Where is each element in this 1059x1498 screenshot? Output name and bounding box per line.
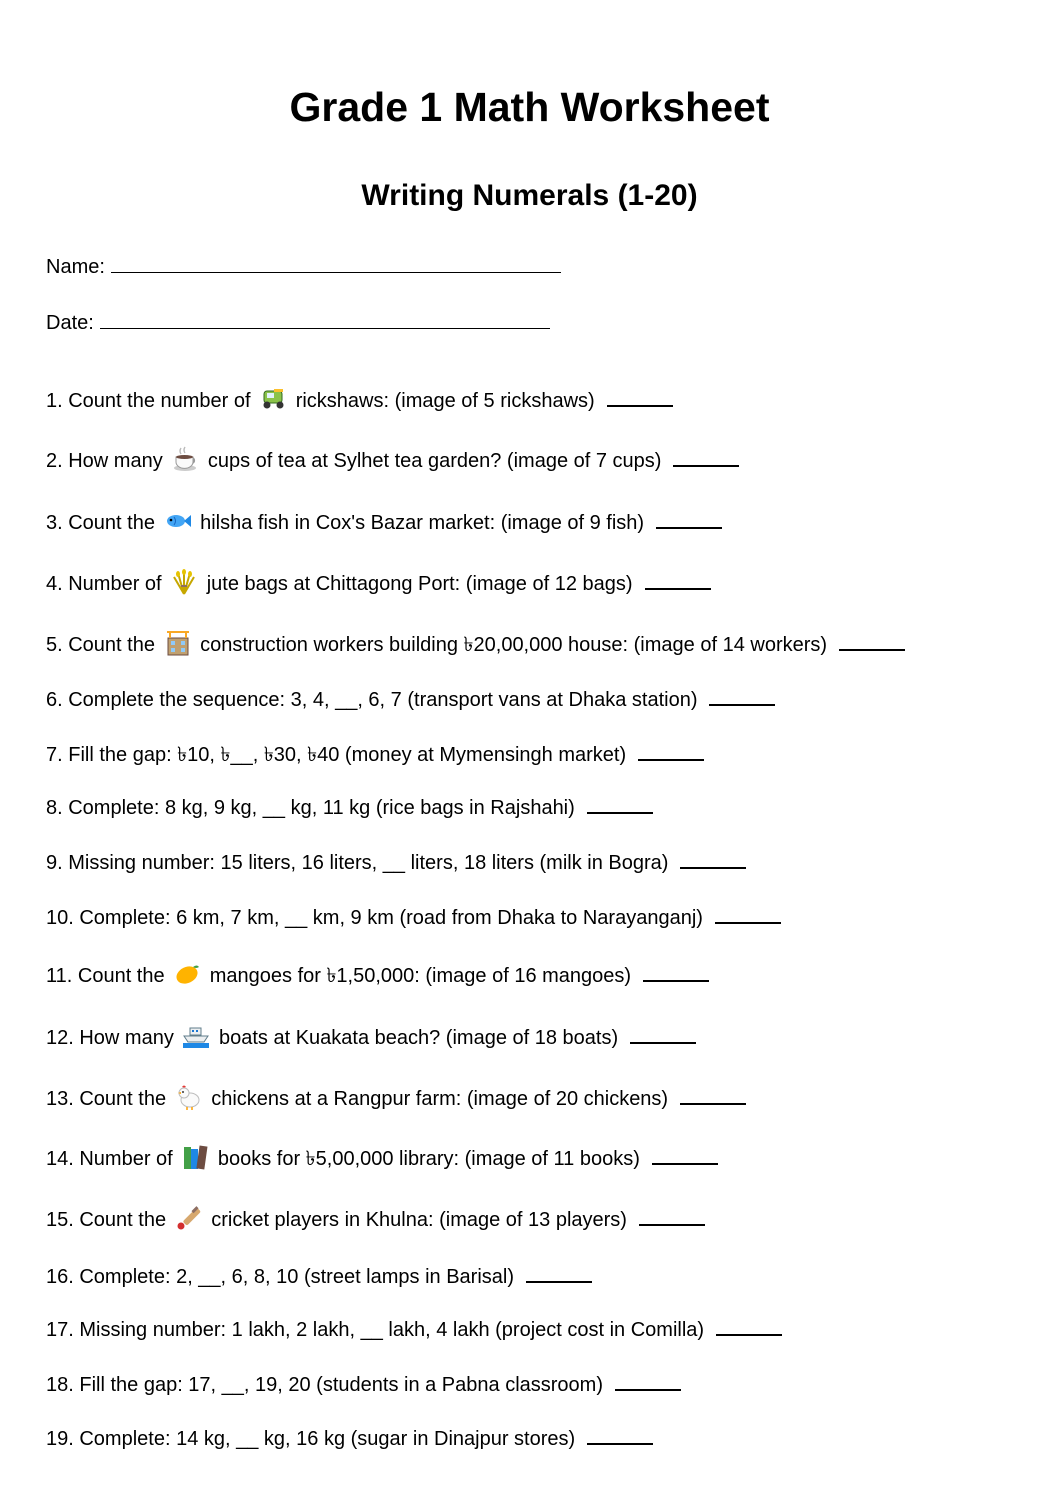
worksheet-title: Grade 1 Math Worksheet	[289, 84, 770, 130]
answer-blank[interactable]	[526, 1271, 592, 1283]
question-text-post: cricket players in Khulna: (image of 13 players)	[211, 1209, 627, 1231]
boat-icon	[182, 1023, 210, 1049]
answer-blank[interactable]	[652, 1153, 718, 1165]
question-text: 8. Complete: 8 kg, 9 kg, __ kg, 11 kg (rice bags in Rajshahi)	[46, 797, 575, 819]
answer-blank[interactable]	[639, 1214, 705, 1226]
question-19	[46, 1425, 653, 1453]
answer-blank[interactable]	[638, 749, 704, 761]
question-13	[46, 1084, 746, 1113]
question-6	[46, 686, 775, 714]
question-text-post: hilsha fish in Cox's Bazar market: (image of 9 fish)	[200, 512, 645, 534]
answer-blank[interactable]	[587, 1433, 653, 1445]
question-text-post: boats at Kuakata beach? (image of 18 boats)	[218, 1027, 619, 1049]
answer-blank[interactable]	[716, 1324, 782, 1336]
answer-blank[interactable]	[587, 802, 653, 814]
date-input-line[interactable]	[100, 310, 550, 329]
tea-cup-icon	[171, 446, 199, 472]
name-input-line[interactable]	[111, 254, 561, 273]
question-text: 19. Complete: 14 kg, __ kg, 16 kg (sugar in Dinajpur stores)	[46, 1428, 576, 1450]
question-text-pre: 2. How many	[46, 450, 163, 472]
question-text: 18. Fill the gap: 17, __, 19, 20 (students in a Pabna classroom)	[46, 1374, 603, 1396]
sheaf-icon	[170, 569, 198, 595]
question-12	[46, 1023, 696, 1052]
answer-blank[interactable]	[839, 639, 905, 651]
answer-blank[interactable]	[680, 1093, 746, 1105]
question-8	[46, 794, 653, 822]
question-text-post: construction workers building ৳20,00,000 house: (image of 14 workers)	[200, 634, 828, 656]
question-text: 17. Missing number: 1 lakh, 2 lakh, __ lakh, 4 lakh (project cost in Comilla)	[46, 1319, 705, 1341]
question-5	[46, 630, 905, 659]
answer-blank[interactable]	[656, 517, 722, 529]
question-15	[46, 1205, 705, 1234]
question-text-pre: 5. Count the	[46, 634, 155, 656]
cricket-bat-icon	[175, 1205, 203, 1231]
answer-blank[interactable]	[643, 970, 709, 982]
books-icon	[181, 1144, 209, 1170]
answer-blank[interactable]	[607, 395, 673, 407]
question-17	[46, 1316, 782, 1344]
question-text-pre: 13. Count the	[46, 1088, 167, 1110]
question-text-pre: 15. Count the	[46, 1209, 167, 1231]
question-4	[46, 569, 711, 598]
answer-blank[interactable]	[645, 578, 711, 590]
question-text-pre: 3. Count the	[46, 512, 155, 534]
worksheet-subtitle: Writing Numerals (1-20)	[361, 179, 698, 212]
question-text-pre: 12. How many	[46, 1027, 174, 1049]
question-10	[46, 904, 781, 932]
question-text-post: rickshaws: (image of 5 rickshaws)	[295, 390, 595, 412]
answer-blank[interactable]	[709, 694, 775, 706]
question-text-pre: 1. Count the number of	[46, 390, 251, 412]
question-text: 6. Complete the sequence: 3, 4, __, 6, 7 (transport vans at Dhaka station)	[46, 689, 698, 711]
question-text: 7. Fill the gap: ৳10, ৳__, ৳30, ৳40 (money at Mymensingh market)	[46, 744, 627, 766]
name-field	[46, 254, 561, 279]
name-label: Name:	[46, 256, 105, 278]
question-16	[46, 1263, 592, 1291]
question-14	[46, 1144, 718, 1173]
question-text: 9. Missing number: 15 liters, 16 liters, __ liters, 18 liters (milk in Bogra)	[46, 852, 669, 874]
question-text-post: mangoes for ৳1,50,000: (image of 16 mangoes)	[209, 965, 632, 987]
question-9	[46, 849, 746, 877]
question-text-post: chickens at a Rangpur farm: (image of 20 chickens)	[211, 1088, 669, 1110]
question-text-pre: 11. Count the	[46, 965, 165, 987]
construction-building-icon	[164, 630, 192, 656]
question-text: 16. Complete: 2, __, 6, 8, 10 (street lamps in Barisal)	[46, 1266, 514, 1288]
auto-rickshaw-icon	[259, 386, 287, 412]
answer-blank[interactable]	[615, 1379, 681, 1391]
answer-blank[interactable]	[630, 1032, 696, 1044]
question-text-post: cups of tea at Sylhet tea garden? (image of 7 cups)	[207, 450, 662, 472]
question-text-post: jute bags at Chittagong Port: (image of 12 bags)	[206, 573, 633, 595]
question-18	[46, 1371, 681, 1399]
answer-blank[interactable]	[715, 912, 781, 924]
fish-icon	[164, 508, 192, 534]
question-2	[46, 446, 739, 475]
question-11	[46, 961, 709, 990]
chicken-icon	[175, 1084, 203, 1110]
question-1	[46, 386, 673, 415]
question-text-pre: 4. Number of	[46, 573, 162, 595]
date-field	[46, 310, 550, 335]
question-text: 10. Complete: 6 km, 7 km, __ km, 9 km (road from Dhaka to Narayanganj)	[46, 907, 703, 929]
answer-blank[interactable]	[680, 857, 746, 869]
date-label: Date:	[46, 312, 94, 334]
question-3	[46, 508, 722, 537]
answer-blank[interactable]	[673, 455, 739, 467]
question-7	[46, 741, 704, 769]
question-text-pre: 14. Number of	[46, 1148, 173, 1170]
mango-icon	[173, 961, 201, 987]
question-text-post: books for ৳5,00,000 library: (image of 11 books)	[217, 1148, 640, 1170]
